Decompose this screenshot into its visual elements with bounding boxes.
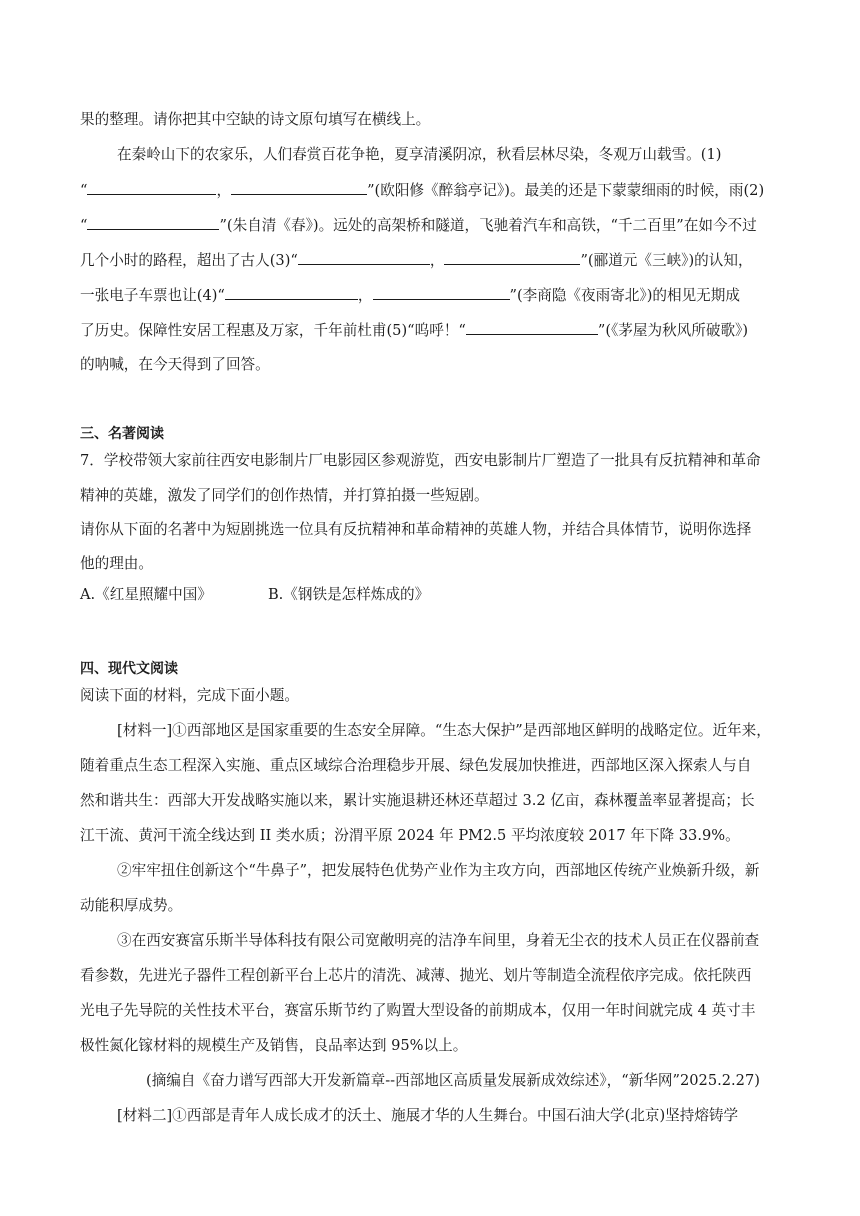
poem-intro-line: 果的整理。请你把其中空缺的诗文原句填写在横线上。	[80, 111, 431, 128]
poem-paragraph-line-2: “ ， ”(欧阳修《醉翁亭记》)。最美的还是下蒙蒙细雨的时候，雨(2)	[80, 182, 765, 199]
answer-blank-3a[interactable]	[298, 250, 430, 265]
question-7-line-2: 精神的英雄，激发了同学们的创作热情，并打算拍摄一些短剧。	[80, 487, 489, 504]
answer-blank-1b[interactable]	[231, 180, 367, 195]
poem-paragraph-line-5: 一张电子车票也让(4)“ ， ”(李商隐《夜雨寄北》)的相见无期成	[80, 287, 740, 304]
material-1-para-3-line-4: 极性氮化镓材料的规模生产及销售，良品率达到 95%以上。	[80, 1037, 468, 1054]
material-1-para-3-line-3: 光电子先导院的关性技术平台，赛富乐斯节约了购置大型设备的前期成本，仅用一年时间就完成 4 英寸丰	[80, 1002, 756, 1019]
material-1-para-3-line-1: ③在西安赛富乐斯半导体科技有限公司宽敞明亮的洁净车间里，身着无尘衣的技术人员正在仪器前查	[117, 932, 760, 949]
option-a[interactable]: A.《红星照耀中国》	[80, 586, 212, 603]
option-b[interactable]: B.《钢铁是怎样炼成的》	[267, 586, 430, 603]
material-1-para-3-line-2: 看参数，先进光子器件工程创新平台上芯片的清洗、减薄、抛光、划片等制造全流程依序完成。依托陕西	[80, 967, 752, 984]
poem-paragraph-line-1: 在秦岭山下的农家乐，人们春赏百花争艳，夏享清溪阴凉，秋看层林尽染，冬观万山载雪。(1)	[117, 146, 722, 163]
question-7-line-4: 他的理由。	[80, 555, 153, 572]
poem-paragraph-line-3: “ ”(朱自清《春》)。远处的高架桥和隧道，飞驰着汽车和高铁，“千二百里”在如今不过	[80, 217, 757, 234]
answer-blank-4b[interactable]	[373, 285, 510, 300]
material-1-line-4: 江干流、黄河干流全线达到 II 类水质；汾渭平原 2024 年 PM2.5 平均浓度较 2017 年下降 33.9%。	[80, 827, 740, 844]
section-4-heading: 四、现代文阅读	[80, 661, 178, 677]
material-1-para-2-line-1: ②牢牢扭住创新这个“牛鼻子”，把发展特色优势产业作为主攻方向，西部地区传统产业焕新升级，新	[117, 862, 760, 879]
section-4-intro: 阅读下面的材料，完成下面小题。	[80, 687, 299, 704]
material-1-source: (摘编自《奋力谱写西部大开发新篇章--西部地区高质量发展新成效综述》，“新华网”2025.2.27)	[146, 1072, 760, 1089]
question-7-options	[80, 585, 429, 605]
answer-blank-4a[interactable]	[225, 285, 358, 300]
material-1-para-2-line-2: 动能积厚成势。	[80, 897, 183, 914]
material-1-line-2: 随着重点生态工程深入实施、重点区域综合治理稳步开展、绿色发展加快推进，西部地区深入探索人与自	[80, 757, 752, 774]
answer-blank-2[interactable]	[87, 215, 219, 230]
poem-paragraph-line-4: 几个小时的路程，超出了古人(3)“ ， ”(郦道元《三峡》)的认知，	[80, 252, 753, 269]
section-3-heading: 三、名著阅读	[80, 426, 164, 442]
poem-paragraph-line-7: 的呐喊，在今天得到了回答。	[80, 356, 270, 373]
question-7-line-3: 请你从下面的名著中为短剧挑选一位具有反抗精神和革命精神的英雄人物，并结合具体情节，说明你选择	[80, 521, 752, 538]
material-1-line-3: 然和谐共生：西部大开发战略实施以来，累计实施退耕还林还草超过 3.2 亿亩，森林覆盖率显著提高；长	[80, 792, 755, 809]
answer-blank-1a[interactable]	[87, 180, 216, 195]
answer-blank-3b[interactable]	[444, 250, 580, 265]
question-7-line-1: 7．学校带领大家前往西安电影制片厂电影园区参观游览，西安电影制片厂塑造了一批具有反抗精神和革命	[80, 452, 761, 469]
answer-blank-5[interactable]	[466, 320, 598, 335]
poem-paragraph-line-6: 了历史。保障性安居工程惠及万家，千年前杜甫(5)“呜呼！“ ”(《茅屋为秋风所破歌》)	[80, 322, 749, 339]
material-2-line-1: [材料二]①西部是青年人成长成才的沃土、施展才华的人生舞台。中国石油大学(北京)坚持熔铸学	[117, 1107, 739, 1124]
material-1-line-1: [材料一]①西部地区是国家重要的生态安全屏障。“生态大保护”是西部地区鲜明的战略定位。近年来，	[117, 722, 771, 739]
